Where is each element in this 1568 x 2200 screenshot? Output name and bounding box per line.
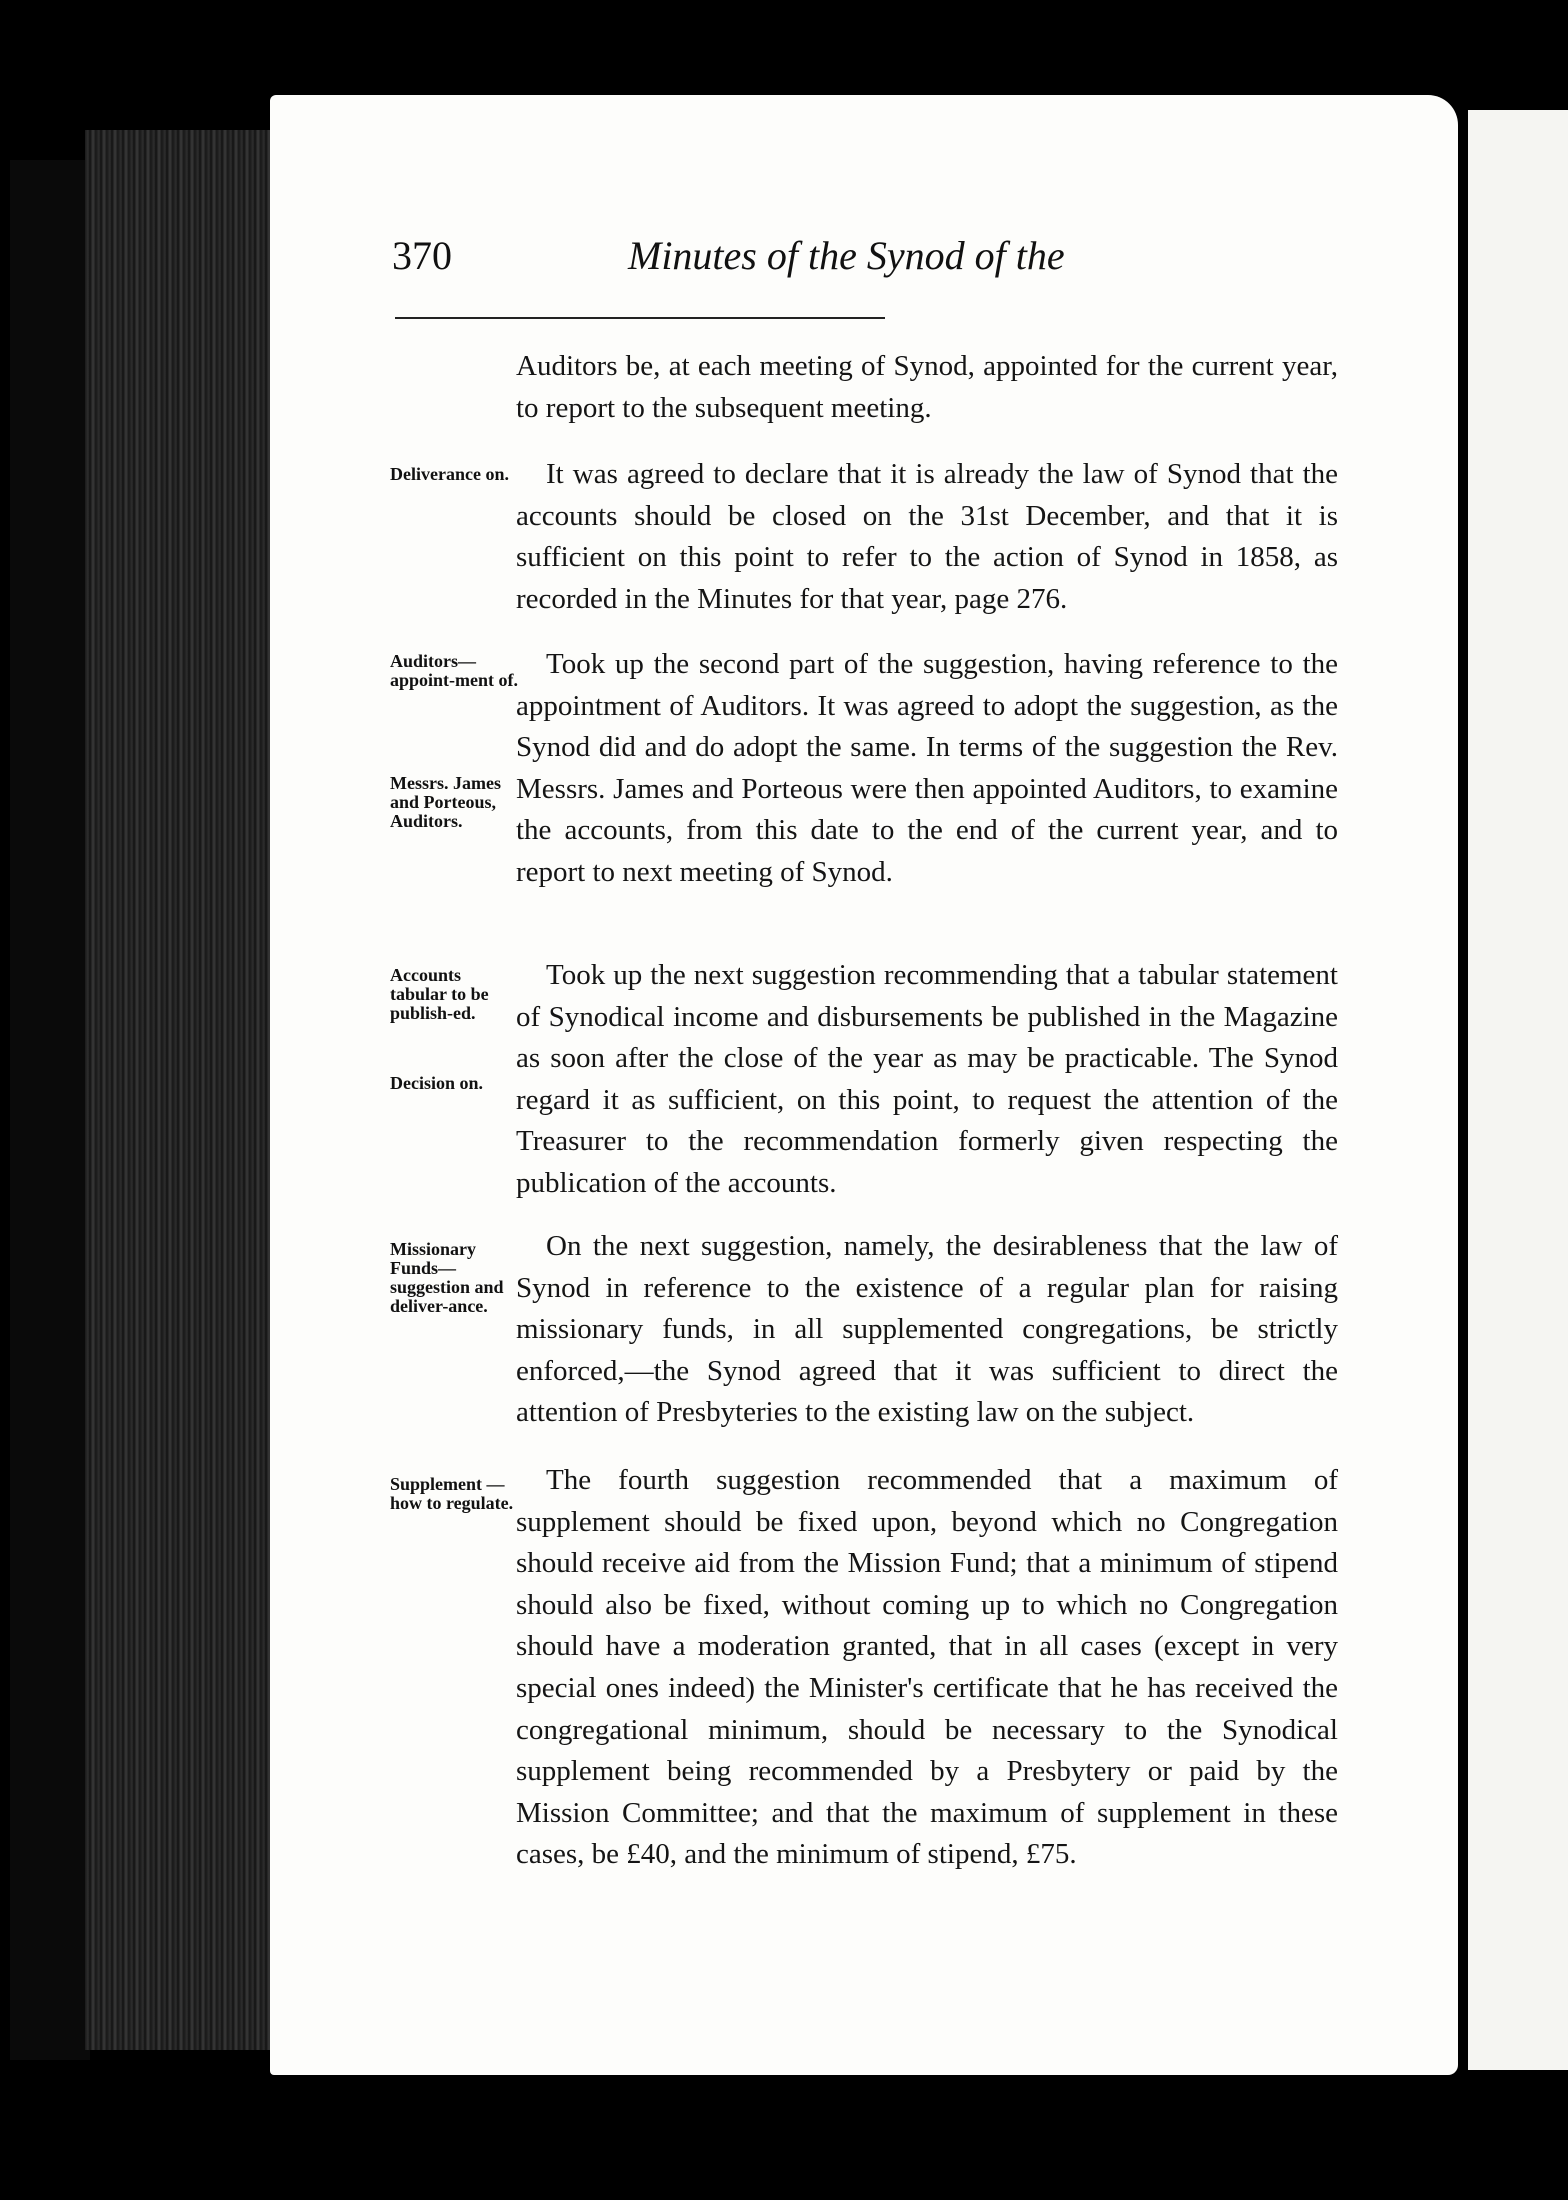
margin-note-auditors: Auditors—appoint-ment of.	[390, 651, 519, 690]
paragraph-missionary: On the next suggestion, namely, the desirableness that the law of Synod in reference to the existence of a regular plan for raising missionary funds, in all supplemented congregations, be strictly enforced,—the Synod agreed that it was sufficient to direct the attention of Presbyteries to the existing law on the subject.	[516, 1230, 1338, 1429]
paragraph-supplement: The fourth suggestion recommended that a maximum of supplement should be fixed upon, beyond which no Congregation should receive aid from the Mission Fund; that a minimum of stipend should also be fixed, without coming up to which no Congregation should have a moderation granted, that in all cases (except in very special ones indeed) the Minister's certificate that he has received the congregational minimum, should be necessary to the Synodical supplement being recommended by a Presbytery or paid by the Mission Committee; and that the maximum of supplement in these cases, be £40, and the minimum of stipend, £75.	[516, 1464, 1338, 1871]
paragraph-accounts: Took up the next suggestion recommending that a tabular statement of Synodical income and disbursements be published in the Magazine as soon after the close of the year as may be practicable. The Synod regard it as sufficient, on this point, to request the attention of the Treasurer to the recommendation formerly given respecting the publication of the accounts.	[516, 959, 1338, 1199]
margin-note-decision: Decision on.	[390, 1073, 484, 1093]
header-rule	[395, 317, 885, 319]
margin-note-deliverance: Deliverance on.	[390, 464, 509, 484]
book-shadow	[10, 160, 90, 2060]
margin-note-missionary: Missionary Funds—suggestion and deliver-ance.	[390, 1239, 504, 1316]
paragraph-deliverance: It was agreed to declare that it is already the law of Synod that the accounts should be closed on the 31st December, and that it is sufficient on this point to refer to the action of Synod in 1858, as recorded in the Minutes for that year, page 276.	[516, 458, 1338, 615]
margin-note-messrs: Messrs. James and Porteous, Auditors.	[390, 773, 501, 831]
page-number: 370	[392, 233, 452, 278]
facing-page-edge	[1468, 110, 1568, 2070]
book-page-edges	[85, 130, 285, 2050]
margin-note-accounts: Accounts tabular to be publish-ed.	[390, 965, 489, 1023]
running-head: Minutes of the Synod of the	[628, 233, 1065, 278]
margin-note-supplement: Supplement —how to regulate.	[390, 1474, 514, 1513]
paragraph-appointment: Took up the second part of the suggestion, having reference to the appointment of Auditors. It was agreed to adopt the suggestion, as the Synod did and do adopt the same. In terms of the suggestion the Rev. Messrs. James and Porteous were then appointed Auditors, to examine the accounts, from this date to the end of the current year, and to report to next meeting of Synod.	[516, 648, 1338, 888]
paragraph-auditors: Auditors be, at each meeting of Synod, appointed for the current year, to report to the subsequent meeting.	[516, 350, 1338, 424]
